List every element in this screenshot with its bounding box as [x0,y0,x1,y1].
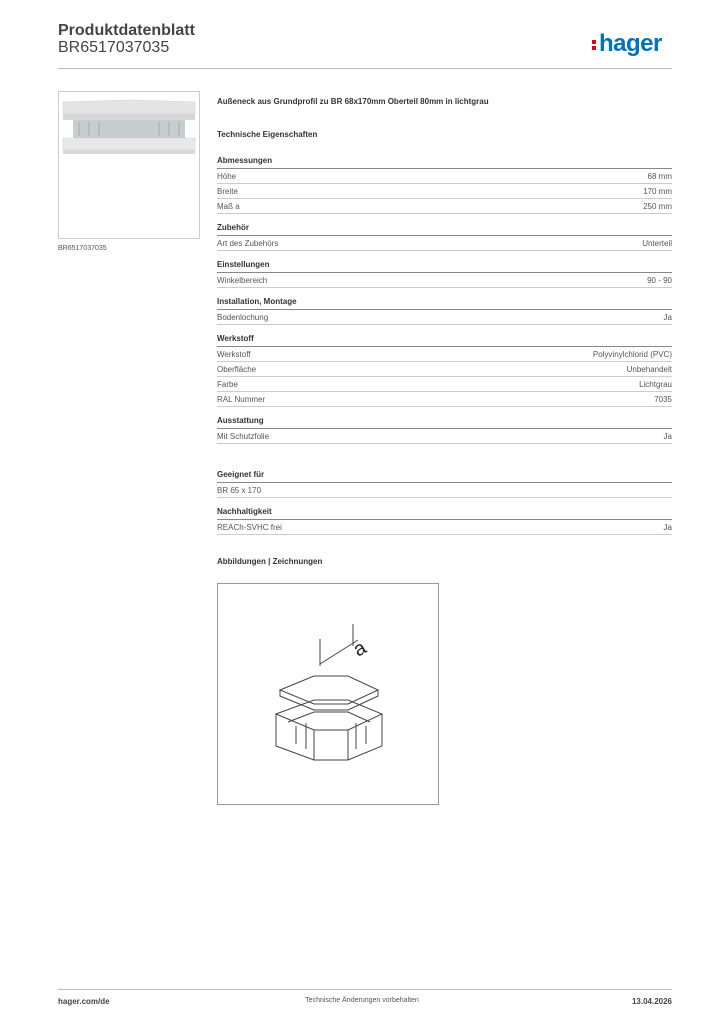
spec-row: Winkelbereich 90 - 90 [217,273,672,288]
photo-caption: BR6517037035 [58,245,107,252]
spec-row: Bodenlochung Ja [217,310,672,325]
technical-drawing [217,583,439,805]
spec-row: RAL Nummer 7035 [217,392,672,407]
footer-divider [58,989,672,990]
spec-row: Art des Zubehörs Unterteil [217,236,672,251]
product-title: Außeneck aus Grundprofil zu BR 68x170mm Oberteil 80mm in lichtgrau [217,97,489,106]
product-photo [58,91,200,239]
section-einstellungen: Einstellungen [217,260,672,273]
footer-note: Technische Änderungen vorbehalten [305,997,419,1004]
section-abmessungen: Abmessungen [217,156,672,169]
technical-drawing-image [218,584,438,804]
logo-text: hager [599,30,662,57]
spec-row: BR 65 x 170 [217,483,672,498]
spec-row: Farbe Lichtgrau [217,377,672,392]
article-number: BR6517037035 [58,39,170,56]
header-divider [58,68,672,69]
logo-dots-icon [592,38,597,52]
section-geeignet: Geeignet für [217,470,672,483]
footer-date: 13.04.2026 [631,997,672,1006]
section-ausstattung: Ausstattung [217,416,672,429]
tech-heading: Technische Eigenschaften [217,130,318,139]
spec-row: Maß a 250 mm [217,199,672,214]
spec-content [217,97,672,579]
hager-logo [592,30,662,58]
spec-row: Mit Schutzfolie Ja [217,429,672,444]
footer-website[interactable]: hager.com/de [58,997,110,1006]
section-nachhaltigkeit: Nachhaltigkeit [217,507,672,520]
section-werkstoff: Werkstoff [217,334,672,347]
section-installation: Installation, Montage [217,297,672,310]
drawings-heading: Abbildungen | Zeichnungen [217,557,323,566]
spec-row: Oberfläche Unbehandelt [217,362,672,377]
spec-row: Breite 170 mm [217,184,672,199]
spec-row: Werkstoff Polyvinylchlorid (PVC) [217,347,672,362]
spec-row: REACh-SVHC frei Ja [217,520,672,535]
page-title: Produktdatenblatt [58,22,195,39]
product-photo-image [59,92,199,238]
section-zubehoer: Zubehör [217,223,672,236]
dimension-label: a [349,636,371,662]
spec-row: Höhe 68 mm [217,169,672,184]
